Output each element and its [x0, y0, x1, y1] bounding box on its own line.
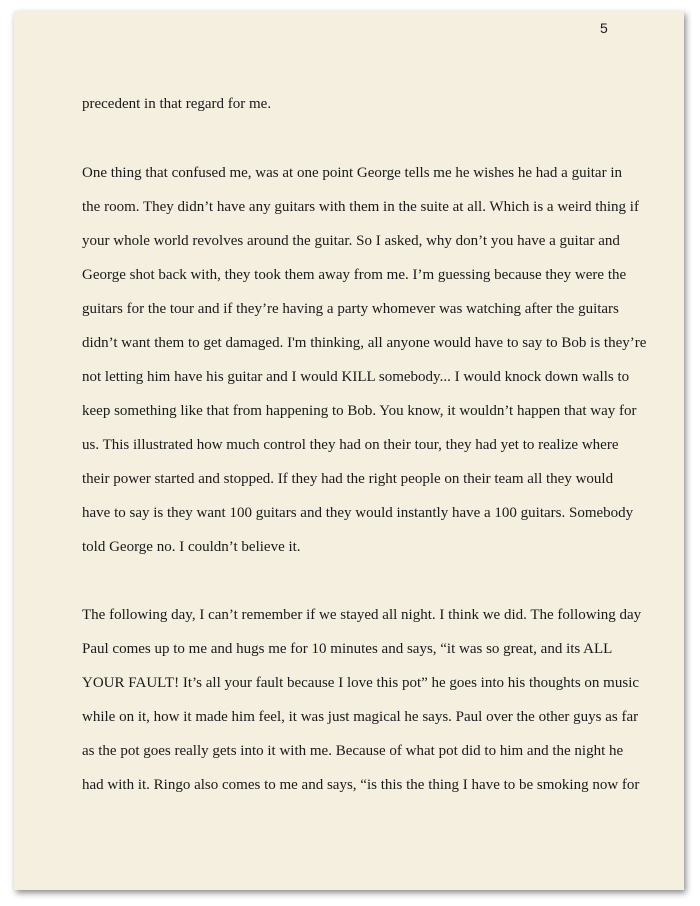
text-line: YOUR FAULT! It’s all your fault because I love this pot” he goes into his thoughts on music — [82, 675, 640, 691]
text-line: Paul comes up to me and hugs me for 10 minutes and says, “it was so great, and its ALL — [82, 641, 613, 657]
text-line: didn’t want them to get damaged. I'm thinking, all anyone would have to say to Bob is they’re — [82, 335, 647, 351]
page-number: 5 — [600, 20, 608, 36]
text-line: as the pot goes really gets into it with me. Because of what pot did to him and the night he — [82, 743, 624, 759]
text-line: have to say is they want 100 guitars and they would instantly have a 100 guitars. Somebody — [82, 505, 634, 521]
text-line: keep something like that from happening to Bob. You know, it wouldn’t happen that way for — [82, 403, 637, 419]
text-line: George shot back with, they took them away from me. I’m guessing because they were the — [82, 267, 627, 283]
document-page — [14, 11, 684, 890]
text-line: the room. They didn’t have any guitars with them in the suite at all. Which is a weird thing if — [82, 199, 639, 215]
text-line: One thing that confused me, was at one point George tells me he wishes he had a guitar in — [82, 165, 622, 181]
text-line: told George no. I couldn’t believe it. — [82, 539, 301, 555]
text-line: while on it, how it made him feel, it was just magical he says. Paul over the other guys as far — [82, 709, 639, 725]
text-line: their power started and stopped. If they had the right people on their team all they would — [82, 471, 614, 487]
text-line: precedent in that regard for me. — [82, 96, 272, 112]
text-line: not letting him have his guitar and I would KILL somebody... I would knock down walls to — [82, 369, 630, 385]
text-line: The following day, I can’t remember if we stayed all night. I think we did. The following day — [82, 607, 642, 623]
text-line: us. This illustrated how much control they had on their tour, they had yet to realize where — [82, 437, 619, 453]
text-line: your whole world revolves around the guitar. So I asked, why don’t you have a guitar and — [82, 233, 620, 249]
text-line: guitars for the tour and if they’re having a party whomever was watching after the guitars — [82, 301, 619, 317]
text-line: had with it. Ringo also comes to me and says, “is this the thing I have to be smoking now for — [82, 777, 640, 793]
